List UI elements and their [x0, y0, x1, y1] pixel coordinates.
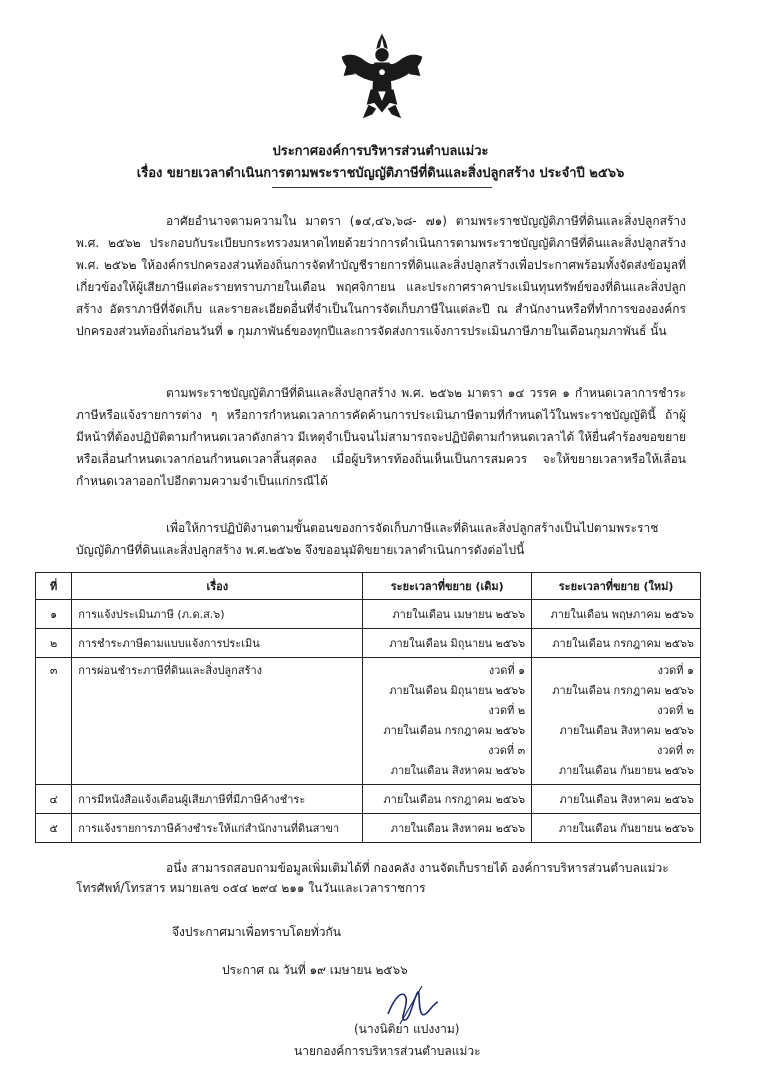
row-no: ๓	[36, 658, 72, 785]
installment-label: งวดที่ ๑	[488, 664, 526, 677]
installment-label: งวดที่ ๓	[488, 744, 526, 757]
row-subject: การแจ้งรายการภาษีค้างชำระให้แก่สำนักงานที่ดินสาขา	[72, 814, 363, 843]
table-row	[36, 600, 701, 629]
row-old-period: ภายในเดือน สิงหาคม ๒๕๖๖	[363, 814, 532, 843]
title-divider	[272, 187, 492, 188]
table-row	[36, 629, 701, 658]
row-old-period	[363, 658, 532, 785]
announce-date: ประกาศ ณ วันที่ ๑๙ เมษายน ๒๕๖๖	[222, 963, 408, 977]
row-new-period: ภายในเดือน กรกฎาคม ๒๕๖๖	[532, 629, 701, 658]
header-new-period: ระยะเวลาที่ขยาย (ใหม่)	[532, 573, 701, 600]
installment-label: งวดที่ ๒	[488, 704, 526, 717]
signer-name: (นางนิติยา แปงงาม)	[354, 1022, 460, 1036]
contact-text: อนึ่ง สามารถสอบถามข้อมูลเพิ่มเติมได้ที่ กองคลัง งานจัดเก็บรายได้ องค์การบริหารส่วนตำบลแม่วะ โทรศัพท์/โทรสาร หมายเลข ๐๕๔ ๒๙๔ ๒๑๑ ในวันและเวลาราชการ	[76, 861, 669, 895]
header-old-period: ระยะเวลาที่ขยาย (เดิม)	[363, 573, 532, 600]
installment-label: งวดที่ ๓	[657, 744, 694, 757]
announce-line: จึงประกาศมาเพื่อทราบโดยทั่วกัน	[172, 925, 341, 939]
row-old-period: ภายในเดือน เมษายน ๒๕๖๖	[363, 600, 532, 629]
installment-label: งวดที่ ๑	[657, 664, 694, 677]
header-no: ที่	[36, 573, 72, 600]
row-subject: การมีหนังสือแจ้งเตือนผู้เสียภาษีที่มีภาษีค้างชำระ	[72, 785, 363, 814]
installment-date: ภายในเดือน กันยายน ๒๕๖๖	[558, 764, 694, 777]
row-no: ๑	[36, 600, 72, 629]
installment-date: ภายในเดือน สิงหาคม ๒๕๖๖	[559, 724, 694, 737]
row-new-period: ภายในเดือน พฤษภาคม ๒๕๖๖	[532, 600, 701, 629]
extension-schedule-table	[35, 572, 701, 843]
paragraph-purpose	[76, 517, 686, 561]
installment-date: ภายในเดือน กรกฎาคม ๒๕๖๖	[552, 684, 694, 697]
row-subject: การผ่อนชำระภาษีที่ดินและสิ่งปลูกสร้าง	[72, 658, 363, 785]
garuda-emblem-icon	[334, 28, 430, 124]
row-new-period: ภายในเดือน สิงหาคม ๒๕๖๖	[532, 785, 701, 814]
table-row	[36, 785, 701, 814]
table-header-row	[36, 573, 701, 600]
table-row	[36, 658, 701, 785]
row-new-period	[532, 658, 701, 785]
announcement-subject: เรื่อง ขยายเวลาดำเนินการตามพระราชบัญญัติภาษีที่ดินและสิ่งปลูกสร้าง ประจำปี ๒๕๖๖	[136, 166, 625, 181]
installment-date: ภายในเดือน สิงหาคม ๒๕๖๖	[390, 764, 526, 777]
paragraph-law-section	[76, 382, 686, 492]
installment-date: ภายในเดือน มิถุนายน ๒๕๖๖	[389, 684, 526, 697]
row-no: ๒	[36, 629, 72, 658]
row-subject: การแจ้งประเมินภาษี (ภ.ด.ส.๖)	[72, 600, 363, 629]
contact-paragraph	[76, 858, 696, 898]
header-subject: เรื่อง	[72, 573, 363, 600]
table-row	[36, 814, 701, 843]
announcement-title: ประกาศองค์การบริหารส่วนตำบลแม่วะ	[272, 144, 489, 159]
row-no: ๕	[36, 814, 72, 843]
paragraph-purpose-text: เพื่อให้การปฏิบัติงานตามขั้นตอนของการจัดเก็บภาษีและที่ดินและสิ่งปลูกสร้างเป็นไปตามพระราชบัญญัติภาษีที่ดินและสิ่งปลูกสร้าง พ.ศ.๒๕๖๒ จึงขออนุมัติขยายเวลาดำเนินการดังต่อไปนี้	[76, 521, 659, 557]
installment-label: งวดที่ ๒	[657, 704, 694, 717]
row-old-period: ภายในเดือน กรกฎาคม ๒๕๖๖	[363, 785, 532, 814]
paragraph-authority	[76, 210, 686, 342]
paragraph-authority-text: อาศัยอำนาจตามความใน มาตรา (๑๔,๔๖,๖๘- ๗๑) ตามพระราชบัญญัติภาษีที่ดินและสิ่งปลูกสร้าง พ.ศ. ๒๕๖๒ ประกอบกับระเบียบกระทรวงมหาดไทยด้วยว่าการดำเนินการตามพระราชบัญญัติภาษีที่ดินและสิ่งปลูกสร้าง พ.ศ. ๒๕๖๒ ให้องค์กรปกครองส่วนท้องถิ่นการจัดทำบัญชีรายการที่ดินและสิ่งปลูกสร้างเพื่อประกาศพร้อมทั้งจัดส่งข้อมูลที่เกี่ยวข้องให้ผู้เสียภาษีแต่ละรายทราบภายในเดือน พฤศจิกายน และประกาศราคาประเมินทุนทรัพย์ของที่ดินและสิ่งปลูกสร้าง อัตราภาษีที่จัดเก็บ และรายละเอียดอื่นที่จำเป็นในการจัดเก็บภาษีในแต่ละปี ณ สำนักงานหรือที่ทำการขององค์กรปกครองส่วนท้องถิ่นก่อนวันที่ ๑ กุมภาพันธ์ของทุกปีและการจัดส่งการแจ้งการประเมินภาษีภายในเดือนกุมภาพันธ์ นั้น	[76, 214, 686, 338]
installment-date: ภายในเดือน กรกฎาคม ๒๕๖๖	[383, 724, 526, 737]
row-new-period: ภายในเดือน กันยายน ๒๕๖๖	[532, 814, 701, 843]
paragraph-law-section-text: ตามพระราชบัญญัติภาษีที่ดินและสิ่งปลูกสร้าง พ.ศ. ๒๕๖๒ มาตรา ๑๔ วรรค ๑ กำหนดเวลาการชำระภาษีหรือแจ้งรายการต่าง ๆ หรือการกำหนดเวลาการคัดค้านการประเมินภาษีตามที่กำหนดไว้ในพระราชบัญญัตินี้ ถ้าผู้มีหน้าที่ต้องปฏิบัติตามกำหนดเวลาดังกล่าว มีเหตุจำเป็นจนไม่สามารถจะปฏิบัติตามกำหนดเวลาได้ ให้ยื่นคำร้องขอขยายหรือเลื่อนกำหนดเวลาก่อนกำหนดเวลาสิ้นสุดลง เมื่อผู้บริหารท้องถิ่นเห็นเป็นการสมควร จะให้ขยายเวลาหรือให้เลื่อนกำหนดเวลาออกไปอีกตามความจำเป็นแก่กรณีได้	[76, 386, 686, 488]
row-subject: การชำระภาษีตามแบบแจ้งการประเมิน	[72, 629, 363, 658]
row-no: ๔	[36, 785, 72, 814]
row-old-period: ภายในเดือน มิถุนายน ๒๕๖๖	[363, 629, 532, 658]
signer-position: นายกองค์การบริหารส่วนตำบลแม่วะ	[294, 1044, 481, 1058]
